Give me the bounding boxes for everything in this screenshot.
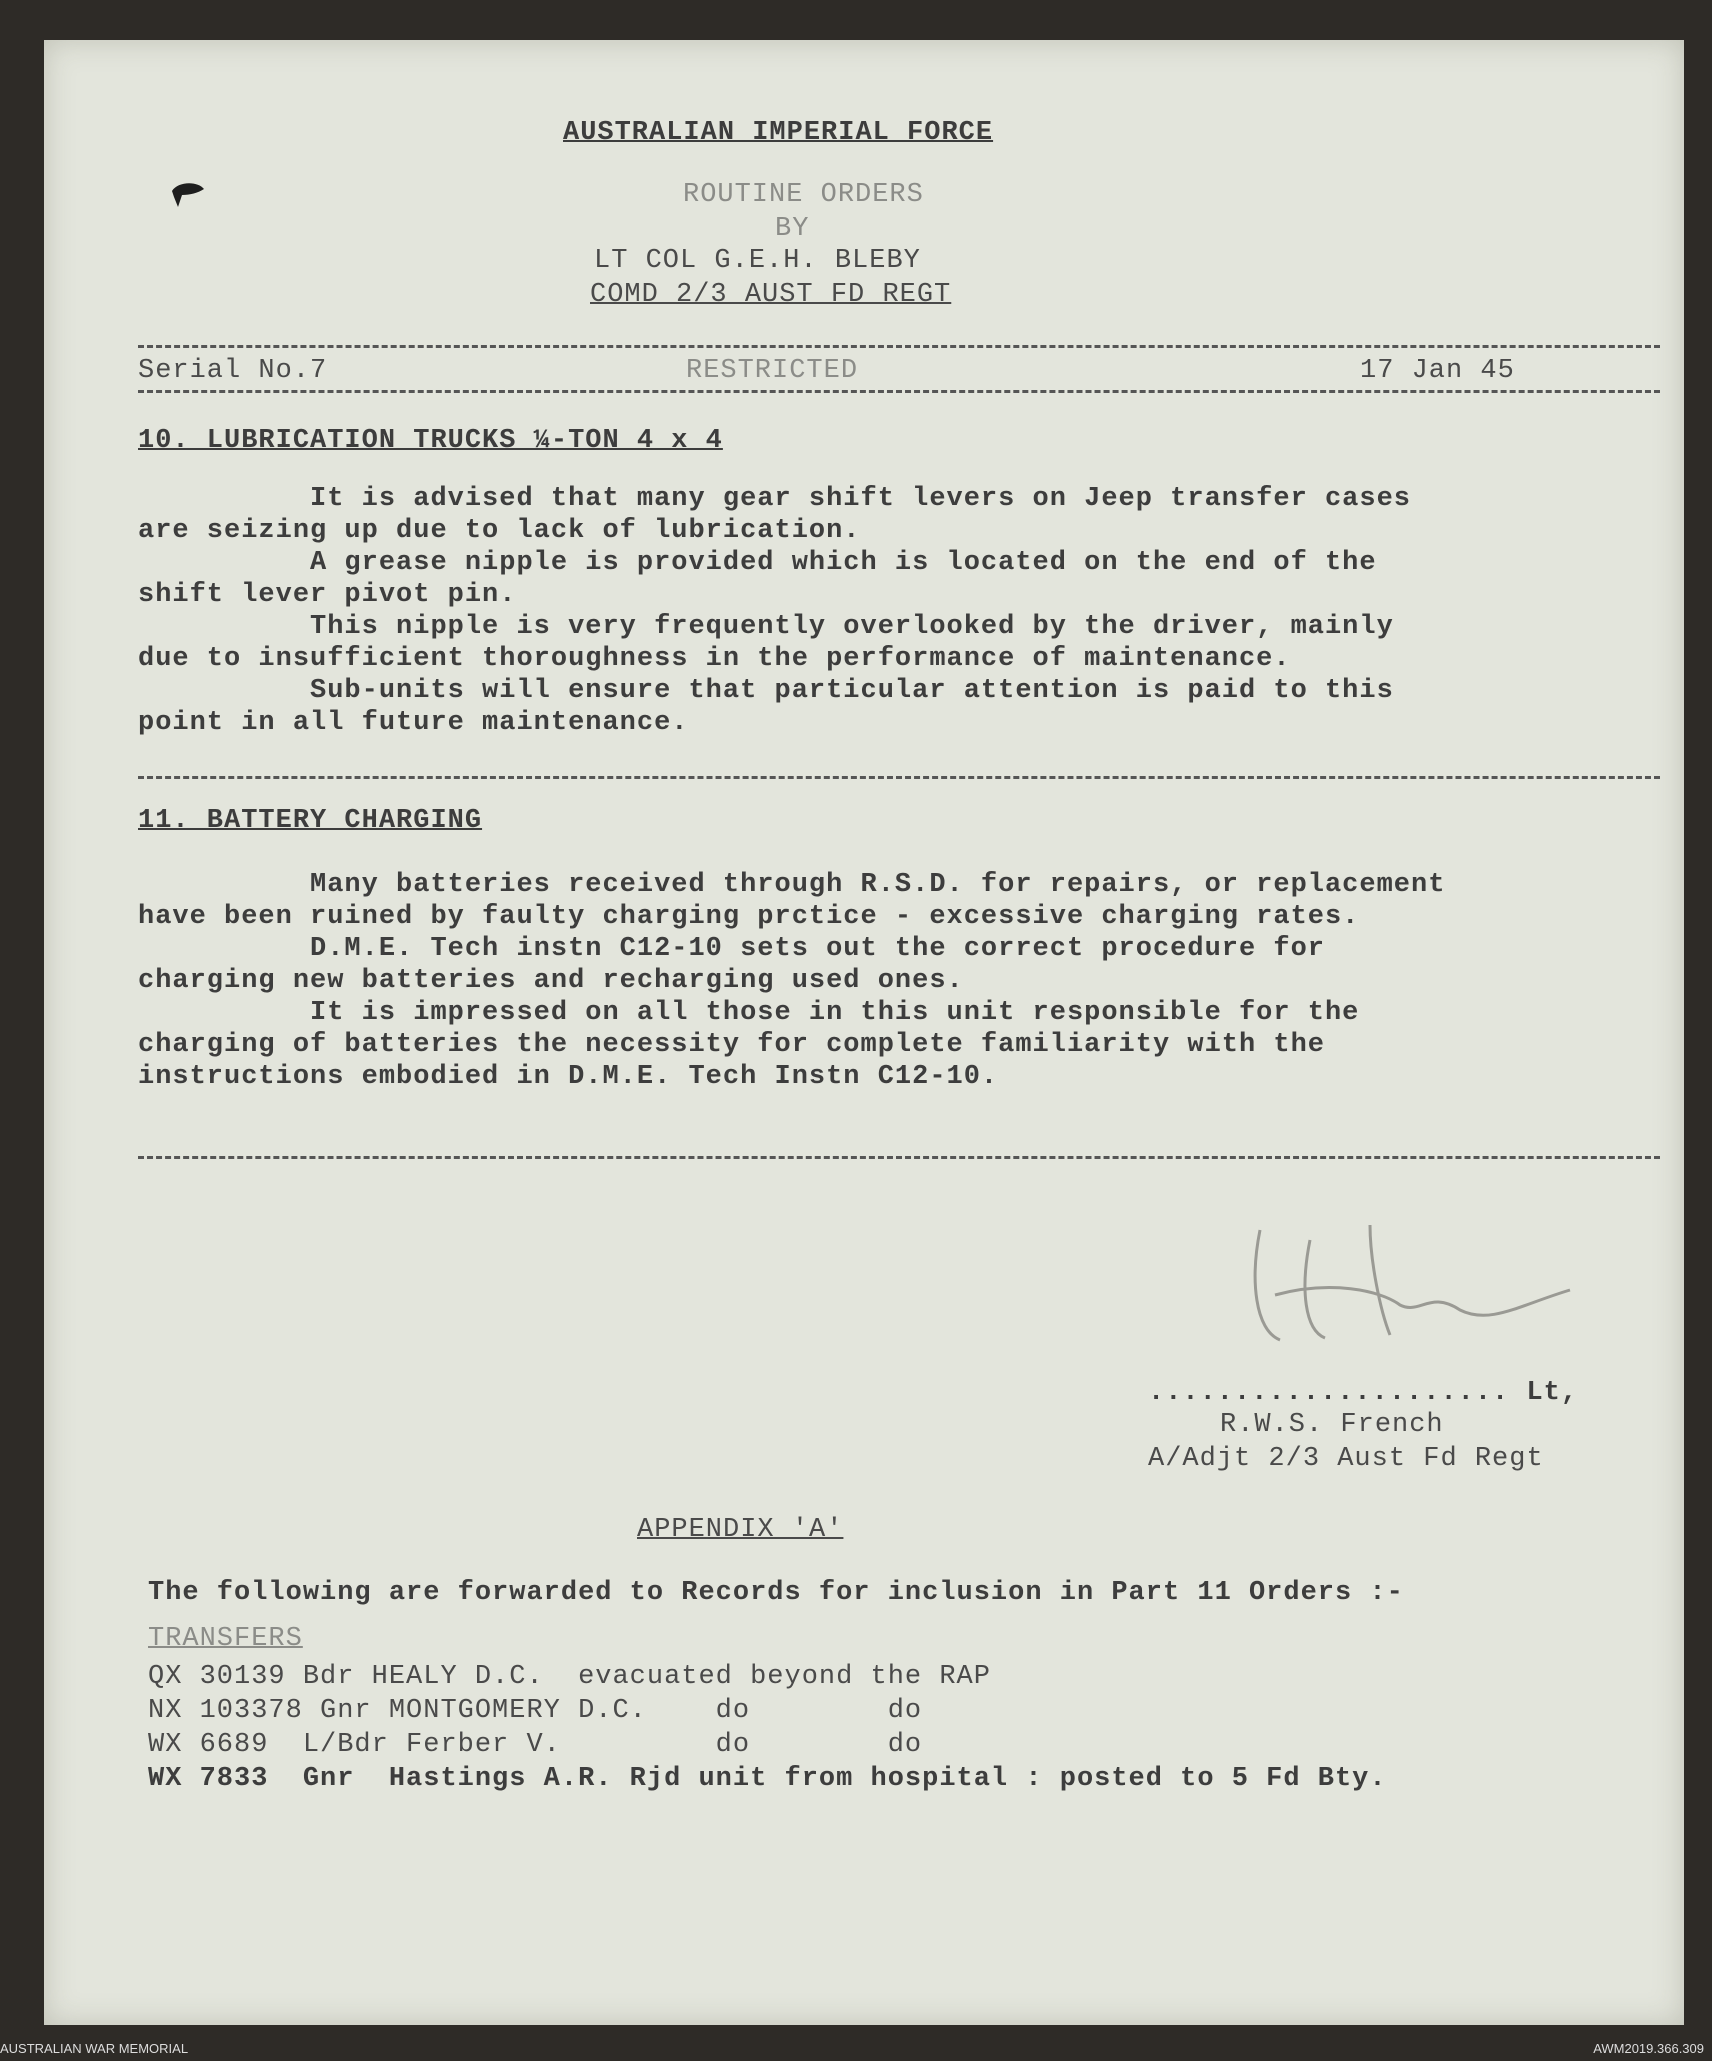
header-force: AUSTRALIAN IMPERIAL FORCE	[563, 118, 994, 148]
divider-section-11	[138, 1156, 1660, 1159]
footer-accession: AWM2019.366.309	[1593, 2041, 1704, 2056]
appendix-row: WX 7833 Gnr Hastings A.R. Rjd unit from hospital : posted to 5 Fd Bty.	[148, 1764, 1387, 1794]
signatory-name: R.W.S. French	[1220, 1410, 1444, 1440]
header-routine-orders: ROUTINE ORDERS	[683, 180, 924, 210]
section-11-line: It is impressed on all those in this unit responsible for the	[138, 998, 1360, 1028]
punch-hole-mark	[168, 177, 208, 217]
divider-top	[138, 345, 1660, 348]
section-10-line: Sub-units will ensure that particular attention is paid to this	[138, 676, 1394, 706]
section-11-line: charging of batteries the necessity for complete familiarity with the	[138, 1030, 1325, 1060]
footer-credit: AUSTRALIAN WAR MEMORIAL	[0, 2041, 189, 2056]
appendix-intro: The following are forwarded to Records for inclusion in Part 11 Orders :-	[148, 1578, 1404, 1608]
appendix-row: WX 6689 L/Bdr Ferber V. do do	[148, 1730, 923, 1760]
section-11-line: have been ruined by faulty charging prctice - excessive charging rates.	[138, 902, 1360, 932]
section-10-line: A grease nipple is provided which is located on the end of the	[138, 548, 1377, 578]
header-unit: COMD 2/3 AUST FD REGT	[590, 280, 952, 310]
handwritten-signature	[1220, 1220, 1580, 1350]
section-10-line: This nipple is very frequently overlooked by the driver, mainly	[138, 612, 1394, 642]
signatory-title: A/Adjt 2/3 Aust Fd Regt	[1148, 1444, 1544, 1474]
header-commander: LT COL G.E.H. BLEBY	[594, 246, 921, 276]
section-11-line: charging new batteries and recharging used ones.	[138, 966, 964, 996]
divider-section-10	[138, 776, 1660, 779]
appendix-row: NX 103378 Gnr MONTGOMERY D.C. do do	[148, 1696, 923, 1726]
section-10-line: point in all future maintenance.	[138, 708, 689, 738]
appendix-subheading: TRANSFERS	[148, 1624, 303, 1654]
section-11-line: instructions embodied in D.M.E. Tech Instn C12-10.	[138, 1062, 999, 1092]
section-10-line: It is advised that many gear shift levers on Jeep transfer cases	[138, 484, 1411, 514]
classification: RESTRICTED	[686, 356, 859, 386]
appendix-row: QX 30139 Bdr HEALY D.C. evacuated beyond the RAP	[148, 1662, 991, 1692]
appendix-title: APPENDIX 'A'	[637, 1515, 844, 1545]
serial-number: Serial No.7	[138, 356, 328, 386]
section-11-body	[138, 870, 1445, 1092]
section-11-line: D.M.E. Tech instn C12-10 sets out the correct procedure for	[138, 934, 1325, 964]
signature-dots: ..................... Lt,	[1148, 1378, 1579, 1408]
section-10-heading: 10. LUBRICATION TRUCKS ¼-TON 4 x 4	[138, 426, 723, 456]
section-11-heading: 11. BATTERY CHARGING	[138, 806, 483, 836]
divider-serial	[138, 390, 1660, 393]
section-10-line: are seizing up due to lack of lubrication.	[138, 516, 861, 546]
header-by: BY	[775, 214, 810, 244]
section-10-line: due to insufficient thoroughness in the performance of maintenance.	[138, 644, 1291, 674]
order-date: 17 Jan 45	[1360, 356, 1515, 386]
section-10-body	[138, 484, 1411, 738]
section-10-line: shift lever pivot pin.	[138, 580, 517, 610]
section-11-line: Many batteries received through R.S.D. for repairs, or replacement	[138, 870, 1446, 900]
